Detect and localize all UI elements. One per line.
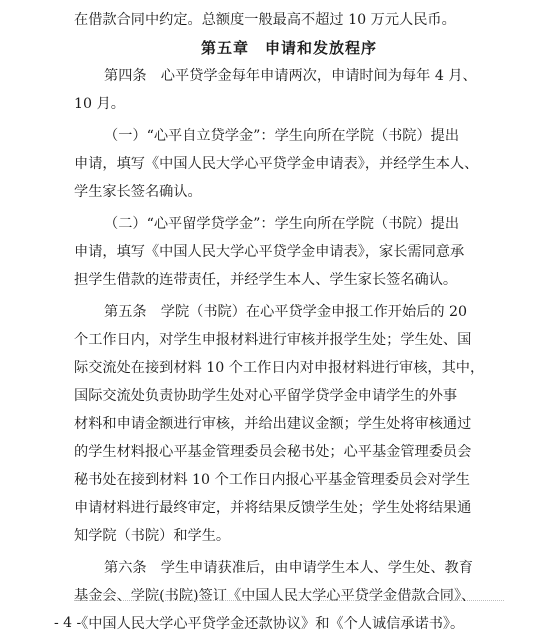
article-4 <box>74 62 504 118</box>
text-line: 申请，填写《中国人民大学心平贷学金申请表》，并经学生本人、 <box>74 156 479 172</box>
document-body <box>74 6 504 638</box>
text-line: 在借款合同中约定。总额度一般最高不超过 10 万元人民币。 <box>74 12 456 28</box>
text-line: 秘书处在接到材料 10 个工作日内报心平基金管理委员会对学生 <box>74 472 470 488</box>
text-line: 学生家长签名确认。 <box>74 184 202 200</box>
item-1 <box>74 122 504 206</box>
text-line: 申请，填写《中国人民大学心平贷学金申请表》，家长需同意承 <box>74 244 465 260</box>
text-line: 个工作日内，对学生申报材料进行审核并报学生处；学生处、国 <box>74 332 472 348</box>
text-line: 第五条 学院（书院）在心平贷学金申报工作开始后的 20 <box>104 304 468 320</box>
chapter-title: 第五章 申请和发放程序 <box>200 39 377 57</box>
text-line: （二）“心平留学贷学金”：学生向所在学院（书院）提出 <box>104 216 460 232</box>
text-line: 国际交流处负责协助学生处对心平留学贷学金申请学生的外事 <box>74 388 458 404</box>
text-line: 知学院（书院）和学生。 <box>74 528 231 544</box>
text-line: 《中国人民大学心平贷学金还款协议》和《个人诚信承诺书》。 <box>74 616 465 632</box>
footer-divider <box>74 600 504 601</box>
text-line: 材料和申请金额进行审核，并给出建议金额；学生处将审核通过 <box>74 416 472 432</box>
article-6 <box>74 554 504 638</box>
page-number: - 4 - <box>54 615 82 631</box>
text-line: 第六条 学生申请获准后，由申请学生本人、学生处、教育 <box>104 560 473 576</box>
article-5 <box>74 298 504 550</box>
text-line: 担学生借款的连带责任，并经学生本人、学生家长签名确认。 <box>74 272 458 288</box>
text-line: 基金会、学院(书院)签订《中国人民大学心平贷学金借款合同》、 <box>74 588 476 604</box>
item-2 <box>74 210 504 294</box>
text-line: 际交流处在接到材料 10 个工作日内对申报材料进行审核，其中， <box>74 360 485 376</box>
paragraph-continued <box>74 6 504 34</box>
text-line: （一）“心平自立贷学金”：学生向所在学院（书院）提出 <box>104 128 460 144</box>
text-line: 申请材料进行最终审定，并将结果反馈学生处；学生处将结果通 <box>74 500 472 516</box>
text-line: 10 月。 <box>74 96 125 112</box>
text-line: 的学生材料报心平基金管理委员会秘书处；心平基金管理委员会 <box>74 444 472 460</box>
text-line: 第四条 心平贷学金每年申请两次，申请时间为每年 4 月、 <box>104 68 477 84</box>
